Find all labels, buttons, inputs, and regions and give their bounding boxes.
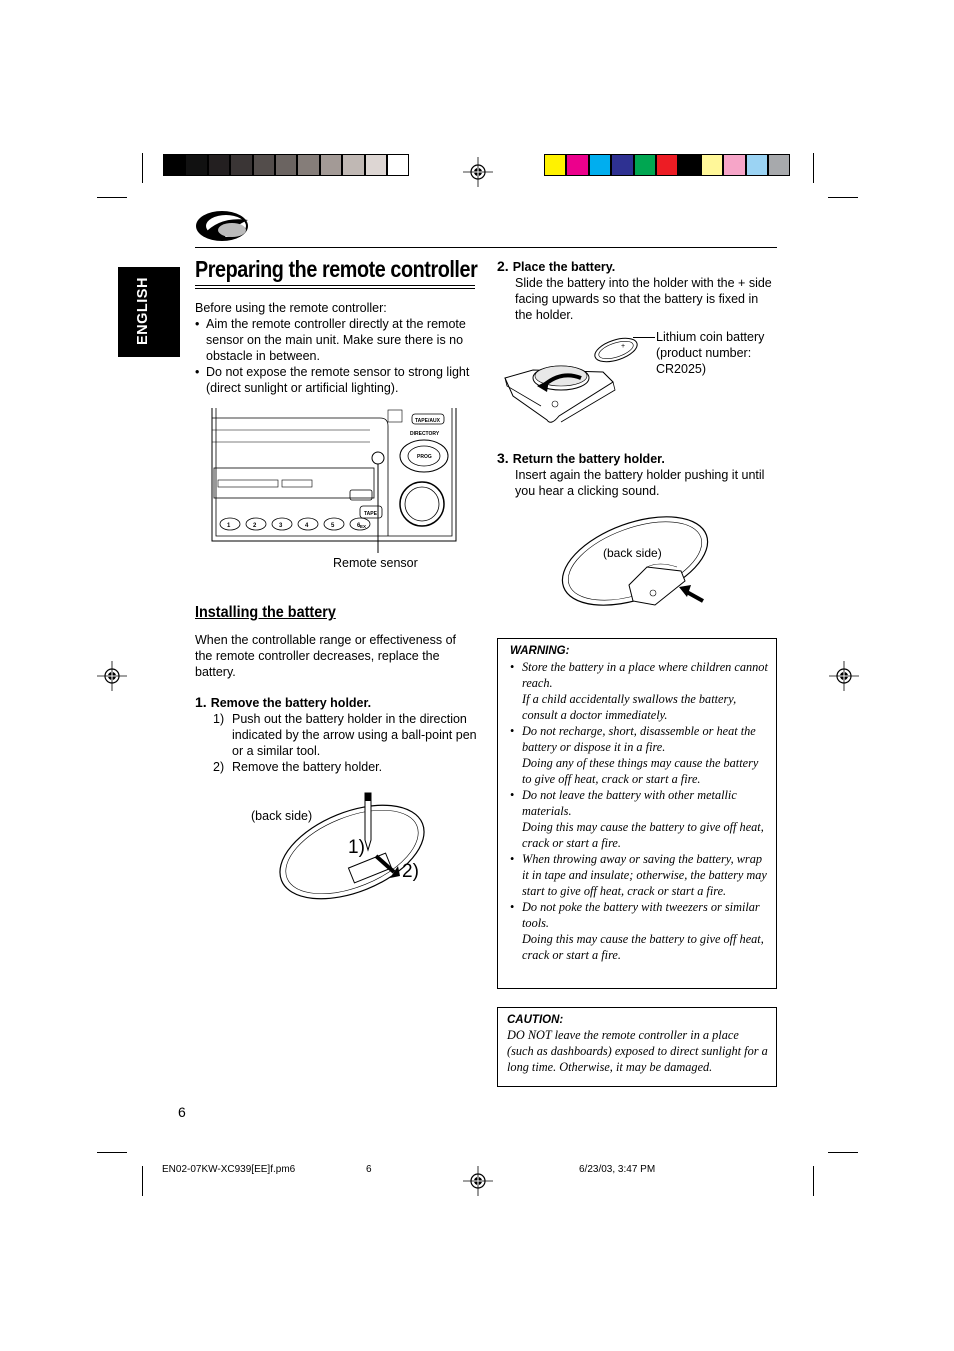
crop-mark (97, 197, 127, 198)
warning-text: • Do not poke the battery with tweezers or similar tools. (522, 900, 760, 930)
color-swatch (163, 154, 185, 176)
preset-button-5: 5 (331, 523, 335, 529)
step-title: Return the battery holder. (512, 452, 665, 466)
step-3-text: Insert again the battery holder pushing it until you hear a clicking sound. (515, 468, 765, 498)
color-swatch (275, 154, 297, 176)
title-rule (195, 285, 475, 286)
step-number: 3. (497, 450, 509, 466)
list-item: • Do not expose the remote sensor to strong light (direct sunlight or artificial lighting). (195, 364, 480, 396)
figure-label-1: 1) (348, 837, 365, 858)
battery-plus-sign: + (621, 343, 626, 350)
list-item (213, 759, 480, 775)
installing-text: When the controllable range or effectiveness of the remote controller decreases, replace the battery. (195, 633, 457, 679)
preset-button-6: 6 (357, 523, 361, 529)
intro-bullets (195, 316, 480, 396)
step-number: 2. (497, 258, 509, 274)
language-tab (118, 267, 180, 357)
list-item (510, 851, 768, 899)
list-item (510, 899, 768, 963)
back-side-label: (back side) (251, 809, 313, 823)
color-swatch (208, 154, 230, 176)
substep-text: Remove the battery holder. (232, 760, 383, 774)
crop-mark (828, 197, 858, 198)
substep-number: 2) (213, 760, 225, 774)
preset-button-2: 2 (253, 523, 257, 529)
warning-text: • Do not leave the battery with other metallic materials. (522, 788, 737, 818)
footer-timestamp: 6/23/03, 3:47 PM (579, 1164, 656, 1175)
color-swatch (678, 154, 700, 176)
warning-text: • Do not recharge, short, disassemble or heat the battery or dispose it in a fire. (522, 724, 756, 754)
battery-holder-illustration (503, 330, 653, 430)
list-item (510, 723, 768, 787)
step-title: Remove the battery holder. (210, 696, 372, 710)
step-2-text: Slide the battery into the holder with the + side facing upwards so that the battery is fixed in the holder. (515, 276, 772, 322)
warning-consequence: Doing this may cause the battery to give off heat, crack or start a fire. (522, 932, 764, 962)
header-rule (195, 247, 777, 248)
crop-mark (142, 1166, 143, 1196)
language-tab-label: ENGLISH (135, 277, 151, 345)
step-2-heading (497, 258, 777, 275)
color-swatch (387, 154, 409, 176)
step-3-heading (497, 450, 777, 467)
color-swatch (656, 154, 678, 176)
page-number: 6 (178, 1104, 186, 1120)
crop-mark (813, 153, 814, 183)
footer-filename: EN02-07KW-XC939[EE]f.pm6 (162, 1164, 296, 1175)
preset-button-1: 1 (227, 523, 231, 529)
color-swatch (365, 154, 387, 176)
color-swatch (185, 154, 207, 176)
main-unit-illustration (210, 408, 460, 553)
registration-mark-icon (463, 1166, 493, 1196)
warning-consequence: If a child accidentally swallows the battery, consult a doctor immediately. (522, 692, 737, 722)
list-item (213, 711, 480, 759)
registration-mark-icon (463, 157, 493, 187)
color-swatch (746, 154, 768, 176)
ex-label: EX (360, 524, 367, 529)
remote-sensor-label: Remote sensor (333, 556, 418, 570)
crop-mark (813, 1166, 814, 1196)
warning-box (497, 638, 777, 989)
title-rule (195, 288, 475, 289)
button-tape-aux-label: TAPE/AUX (415, 418, 440, 424)
back-side-label: (back side) (603, 546, 662, 560)
color-swatch (589, 154, 611, 176)
color-swatch (723, 154, 745, 176)
color-swatch (768, 154, 790, 176)
section-logo-icon (194, 208, 254, 244)
footer-page: 6 (366, 1164, 372, 1175)
color-swatch (611, 154, 633, 176)
figure-label-2: 2) (402, 861, 419, 882)
crop-mark (142, 153, 143, 183)
page-title: Preparing the remote controller (195, 256, 478, 282)
callout-line (633, 337, 655, 338)
prog-label: PROG (417, 454, 432, 460)
battery-label: Lithium coin battery (product number: CR2025) (656, 330, 765, 376)
list-item (510, 787, 768, 851)
caution-heading: CAUTION: (507, 1014, 564, 1026)
warning-consequence: Doing this may cause the battery to give off heat, crack or start a fire. (522, 820, 764, 850)
step-number: 1. (195, 694, 207, 710)
color-swatch (544, 154, 566, 176)
color-swatch (230, 154, 252, 176)
caution-text: DO NOT leave the remote controller in a place (such as dashboards) exposed to direct sunlight for a long time. Otherwise, it may be damaged. (507, 1028, 768, 1074)
registration-mark-icon (829, 661, 859, 691)
warning-consequence: Doing any of these things may cause the battery to give off heat, crack or start a fire. (522, 756, 759, 786)
crop-mark (828, 1152, 858, 1153)
color-swatch (320, 154, 342, 176)
warning-text: • When throwing away or saving the battery, wrap it in tape and insulate; otherwise, the battery may start to give off heat, crack or start a fire. (522, 852, 767, 898)
warning-text: • Store the battery in a place where children cannot reach. (522, 660, 768, 690)
preset-button-3: 3 (279, 523, 283, 529)
color-swatch (634, 154, 656, 176)
crop-mark (97, 1152, 127, 1153)
list-item (510, 659, 768, 723)
substep-number: 1) (213, 712, 225, 726)
color-swatch (701, 154, 723, 176)
step-1-substeps (213, 711, 480, 775)
warning-heading: WARNING: (510, 645, 570, 657)
substep-text: Push out the battery holder in the direction indicated by the arrow using a ball-point pen or a similar tool. (232, 712, 477, 758)
list-item: • Aim the remote controller directly at the remote sensor on the main unit. Make sure there is no obstacle in between. (195, 316, 480, 364)
registration-mark-icon (97, 661, 127, 691)
caution-box (497, 1007, 777, 1087)
color-swatch (342, 154, 364, 176)
step-1-heading (195, 694, 480, 711)
intro-text: Before using the remote controller: (195, 301, 387, 315)
color-swatch (297, 154, 319, 176)
color-swatch (566, 154, 588, 176)
preset-button-4: 4 (305, 523, 309, 529)
tape-label: TAPE (364, 511, 377, 517)
installing-heading: Installing the battery (195, 604, 336, 621)
warning-list (510, 659, 768, 963)
color-swatch (253, 154, 275, 176)
directory-label: DIRECTORY (410, 431, 440, 437)
step-title: Place the battery. (512, 260, 616, 274)
